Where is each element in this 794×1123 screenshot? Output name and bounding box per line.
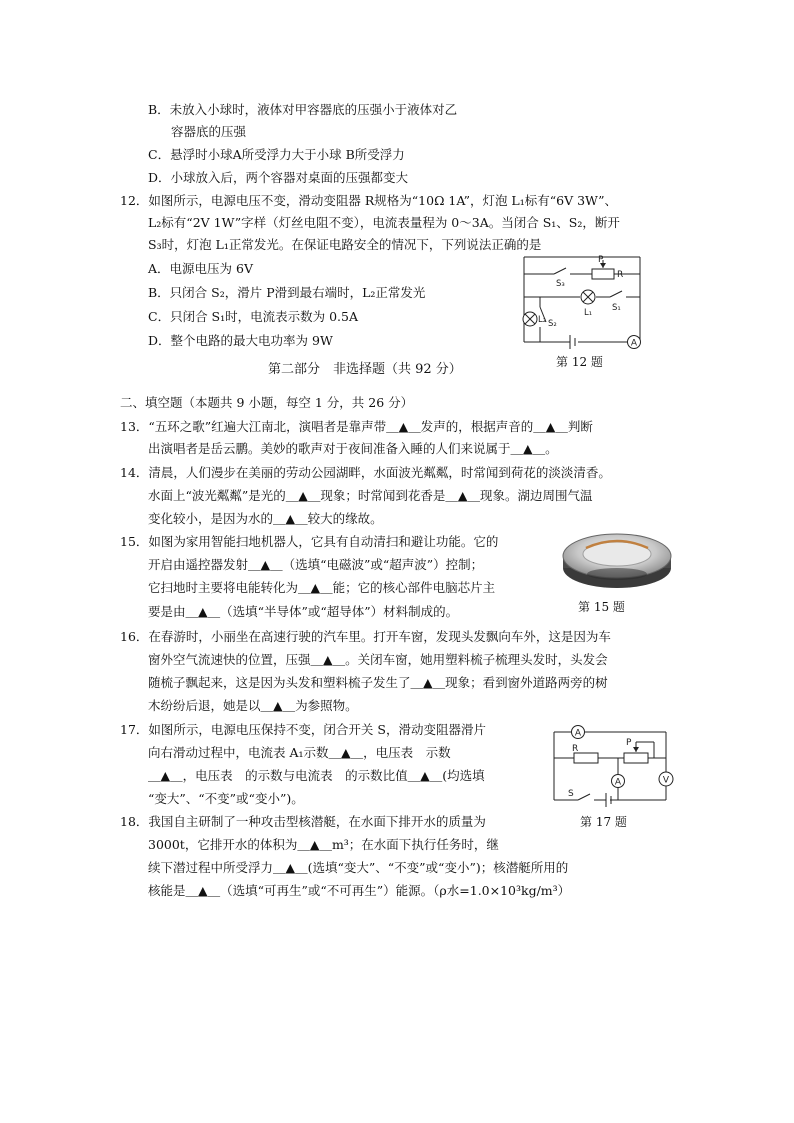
q15-line4: 要是由＿▲＿（选填“半导体”或“超导体”）材料制成的。 — [148, 604, 459, 619]
q18-line4: 核能是＿▲＿（选填“可再生”或“不可再生”）能源。（ρ水=1.0×10³kg/m³） — [148, 883, 571, 898]
section2-title: 二、填空题（本题共 9 小题，每空 1 分，共 26 分） — [120, 395, 414, 410]
q17-label-v: V — [662, 775, 670, 786]
q13-line2: 出演唱者是岳云鹏。美妙的歌声对于夜间准备入睡的人们来说属于＿▲＿。 — [148, 441, 558, 456]
q12-label-s3: S₃ — [556, 279, 565, 289]
q15-line1: 15．如图为家用智能扫地机器人，它具有自动清扫和避让功能。它的 — [120, 534, 499, 549]
q17-label-s: S — [568, 789, 574, 799]
q12-label-r: R — [617, 270, 624, 280]
q14-line2: 水面上“波光粼粼”是光的＿▲＿现象；时常闻到花香是＿▲＿现象。湖边周围气温 — [148, 488, 593, 503]
q12-option-d: D．整个电路的最大电功率为 9W — [148, 333, 333, 348]
q16-line4: 木纷纷后退，她是以＿▲＿为参照物。 — [148, 698, 358, 713]
q17-label-p: P — [626, 738, 632, 748]
q12-label-l2: L₂ — [538, 315, 547, 325]
q12-stem-line3: S₃时，灯泡 L₁正常发光。在保证电路安全的情况下，下列说法正确的是 — [148, 237, 542, 252]
q14-line1: 14．清晨，人们漫步在美丽的劳动公园湖畔，水面波光粼粼，时常闻到荷花的淡淡清香。 — [120, 465, 611, 480]
q11-option-b-line2: 容器底的压强 — [171, 124, 247, 139]
q11-option-d: D．小球放入后，两个容器对桌面的压强都变大 — [148, 170, 409, 185]
q12-label-s1: S₁ — [612, 303, 621, 313]
q18-line1: 18．我国自主研制了一种攻击型核潜艇，在水面下排开水的质量为 — [120, 814, 486, 829]
q12-label-l1: L₁ — [584, 308, 593, 318]
q17-line1: 17．如图所示，电源电压保持不变，闭合开关 S，滑动变阻器滑片 — [120, 722, 486, 737]
q14-line3: 变化较小，是因为水的＿▲＿较大的缘故。 — [148, 511, 383, 526]
q17-figure-caption: 第 17 题 — [580, 815, 627, 829]
q15-figure-caption: 第 15 题 — [578, 600, 625, 614]
q15-line2: 开启由遥控器发射＿▲＿（选填“电磁波”或“超声波”）控制； — [148, 557, 484, 572]
q17-circuit-diagram — [548, 718, 682, 810]
q17-label-a-mid: A — [614, 777, 622, 788]
q15-line3: 它扫地时主要将电能转化为＿▲＿能；它的核心部件电脑芯片主 — [148, 580, 496, 595]
q12-option-a: A．电源电压为 6V — [148, 261, 253, 276]
q17-line2: 向右滑动过程中，电流表 A₁示数＿▲＿，电压表 示数 — [148, 745, 451, 760]
q12-option-c: C．只闭合 S₁时，电流表示数为 0.5A — [148, 309, 358, 324]
q12-label-p: P — [598, 255, 604, 265]
q12-label-s2: S₂ — [548, 319, 557, 329]
q17-line3: ＿▲＿，电压表 的示数与电流表 的示数比值＿▲＿(均选填 — [148, 768, 485, 783]
q18-line3: 续下潜过程中所受浮力＿▲＿(选填“变大”、“不变”或“变小”)；核潜艇所用的 — [148, 860, 569, 875]
q16-line3: 随梳子飘起来，这是因为头发和塑料梳子发生了＿▲＿现象；看到窗外道路两旁的树 — [148, 675, 608, 690]
q12-stem-line2: L₂标有“2V 1W”字样（灯丝电阻不变），电流表量程为 0～3A。当闭合 S₁、S₂，断开 — [148, 215, 620, 230]
q13-line1: 13．“五环之歌”红遍大江南北，演唱者是靠声带＿▲＿发声的，根据声音的＿▲＿判断 — [120, 419, 593, 434]
q12-figure-caption: 第 12 题 — [556, 355, 603, 369]
q15-robot-vacuum-image — [560, 522, 674, 596]
q17-line4: “变大”、“不变”或“变小”)。 — [148, 791, 304, 806]
q12-stem-line1: 12．如图所示，电源电压不变，滑动变阻器 R规格为“10Ω 1A”，灯泡 L₁标有“6V 3W”、 — [120, 193, 618, 208]
part2-title: 第二部分 非选择题（共 92 分） — [268, 362, 462, 377]
q18-line2: 3000t，它排开水的体积为＿▲＿m³；在水面下执行任务时，继 — [148, 837, 499, 852]
q17-label-r: R — [572, 744, 579, 754]
q11-option-b-line1: B．未放入小球时，液体对甲容器底的压强小于液体对乙 — [148, 102, 458, 117]
q17-slider-arrow-icon — [633, 747, 639, 752]
q11-option-c: C．悬浮时小球A所受浮力大于小球 B所受浮力 — [148, 147, 405, 162]
q16-line1: 16．在春游时，小丽坐在高速行驶的汽车里。打开车窗，发现头发飘向车外，这是因为车 — [120, 629, 611, 644]
q12-label-a: A — [630, 338, 638, 349]
q17-label-a-top: A — [574, 728, 582, 739]
q16-line2: 窗外空气流速快的位置，压强＿▲＿。关闭车窗，她用塑料梳子梳理头发时，头发会 — [148, 652, 608, 667]
q12-circuit-diagram — [518, 252, 646, 352]
q12-option-b: B．只闭合 S₂，滑片 P滑到最右端时，L₂正常发光 — [148, 285, 426, 300]
